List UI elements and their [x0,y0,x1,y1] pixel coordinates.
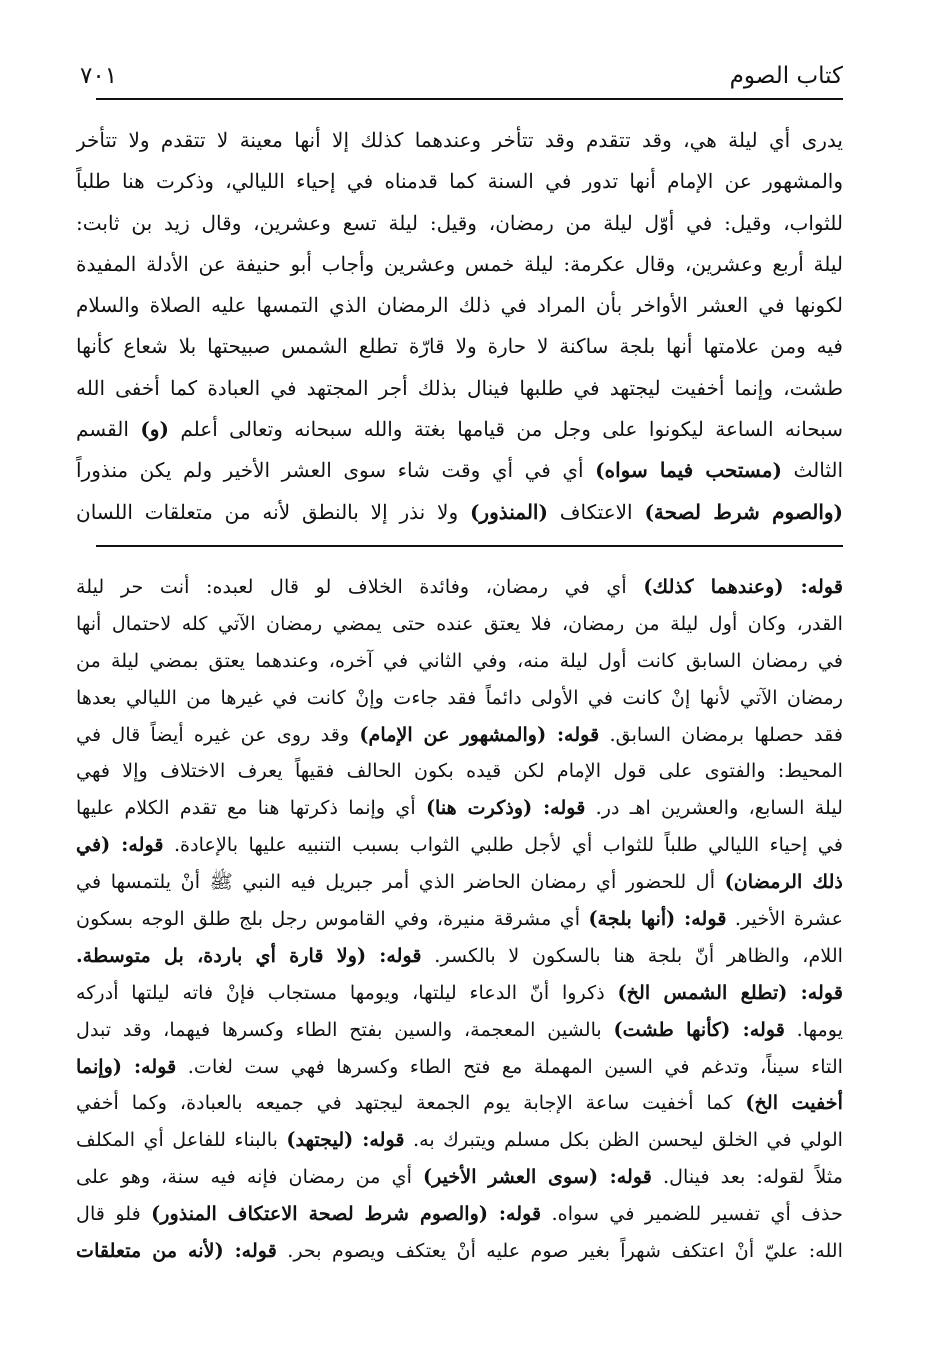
note-text: بالشين المعجمة، والسين بفتح الطاء وكسرها فيهما، وقد تبدل [76,1017,614,1041]
note-text: حذف أي تفسير للضمير في سواه. [541,1202,843,1226]
main-line: والمشهور عن الإمام أنها تدور في السنة كما قدمناه في إحياء الليالي، وذكرت هنا طلباً [76,169,843,194]
note-line [76,1159,843,1196]
note-text: اللام، والظاهر أنّ بلجة هنا بالسكون لا بالكسر. [421,943,843,967]
page-number: ٧٠١ [80,63,118,89]
note-text: عشرة الأخير. [726,907,843,931]
note-text: أي مشرقة منيرة، وفي القاموس رجل بلج طلق الوجه بسكون [76,907,589,931]
main-text [76,120,843,533]
note-text: الله: عليّ أنْ اعتكف شهراً بغير صوم عليه أنْ يعتكف ويصوم بحر. [276,1239,843,1263]
note-line [76,790,843,827]
main-line: ليلة أربع وعشرين، وقال عكرمة: ليلة خمس وعشرين وأجاب أبو حنيفة عن الأدلة المفيدة [76,251,843,276]
matn-quote: (مستحب فيما سواه) [595,458,782,483]
qawluh-heading: قوله: (في [76,833,164,857]
qawluh-heading: قوله: (والمشهور عن الإمام) [359,722,600,746]
note-line: في رمضان السابق كانت أول ليلة منه، وفي الثاني في آخره، وعندهما يعتق بمضي ليلة من [76,648,843,672]
note-line [76,569,843,606]
qawluh-heading: ذلك الرمضان) [724,870,843,894]
main-line-text: الثالث [781,458,843,483]
matn-quote: (المنذور) [469,499,548,524]
main-line-text: أي في أي وقت شاء سوى العشر الأخير ولم يكن منذوراً [76,458,596,483]
note-line [76,864,843,901]
main-line-text: الاعتكاف [547,499,645,524]
main-line [76,450,843,491]
note-line [76,1122,843,1159]
note-text: كما أخفيت ساعة الإجابة يوم الجمعة ليجتهد في جميعه بالعبادة، وكما أخفي [76,1091,746,1115]
note-line [76,1085,843,1122]
qawluh-heading: قوله: (أنها بلجة) [588,907,727,931]
main-line: للثواب، وقيل: في أوّل ليلة من رمضان، وقيل: ليلة تسع وعشرين، وقال زيد بن ثابت: [76,210,843,235]
matn-quote: (و) [140,417,169,442]
note-text: أي من رمضان فإنه فيه سنة، وهو على [76,1165,423,1189]
qawluh-heading: قوله: (وذكرت هنا) [425,796,586,820]
note-text: التاء سيناً، وتدغم في السين المهملة مع فتح الطاء وكسرها فهي ست لغات. [176,1054,843,1078]
main-line-text: ولا نذر إلا بالنطق لأنه من متعلقات اللسان [76,499,470,524]
note-text: وقد روى عن غيره أيضاً قال في [76,722,360,746]
note-line [76,975,843,1012]
footnote-separator [96,545,843,547]
qawluh-heading: قوله: (سوى العشر الأخير) [422,1165,652,1189]
note-text: أي وإنما ذكرتها هنا مع تقدم الكلام عليها [76,796,426,820]
main-line-text: سبحانه الساعة ليكونوا على وجل من قيامها بغتة والله سبحانه وتعالى أعلم [180,417,843,442]
note-line: رمضان الآتي لأنها إنْ كانت في الأولى دائماً فقد جاءت وإنْ كانت في غيرها من الليالي بعدها [76,685,843,709]
note-line [76,901,843,938]
header-rule [96,98,843,100]
note-text: الولي في الخلق ليحسن الظن بكل مسلم ويتبرك به. [404,1128,843,1152]
main-line [76,409,843,450]
main-line: فيه ومن علامتها أنها بلجة ساكنة لا حارة ولا قارّة تطلع الشمس صبيحتها بلا شعاع كأنها [76,334,843,359]
note-text: أل للحضور أي رمضان الحاضر الذي أمر جبريل فيه النبي ﷺ أنْ يلتمسها في [76,870,725,894]
note-line [76,717,843,754]
note-line: المحيط: والفتوى على قول الإمام لكن قيده بكون الحالف فقيهاً يعرف الاختلاف وإلا فهي [76,759,843,783]
main-line [76,492,843,533]
page-header [80,56,843,96]
note-text: في إحياء الليالي طلباً للثواب أي لأجل طلبي الثواب بسبب التنبيه عليها بالإعادة. [163,833,843,857]
note-text: فقد حصلها برمضان السابق. [599,722,843,746]
note-text: أي في رمضان، وفائدة الخلاف لو قال لعبده: أنت حر ليلة [76,575,644,598]
main-line-text: القسم [76,417,141,442]
qawluh-heading: قوله: (وإنما [76,1054,177,1078]
note-text: فلو قال [76,1202,152,1226]
note-line [76,1012,843,1049]
note-text: ليلة السابع، والعشرين اهـ در. [585,796,843,820]
qawluh-heading: قوله: (تطلع الشمس الخ) [617,980,843,1004]
note-line [76,1196,843,1233]
qawluh-heading: قوله: (لأنه من متعلقات [76,1239,277,1263]
note-line [76,1233,843,1270]
note-text: مثلاً لقوله: بعد فينال. [651,1165,843,1189]
qawluh-heading: قوله: (وعندهما كذلك) [643,575,843,598]
main-line: لكونها في العشر الأواخر بأن المراد في ذلك الرمضان الذي التمسها عليه الصلاة والسلام [76,293,843,318]
running-title: كتاب الصوم [729,63,843,89]
qawluh-heading: قوله: (والصوم شرط لصحة الاعتكاف المنذور) [151,1202,542,1226]
main-line: يدرى أي ليلة هي، وقد تتقدم وقد تتأخر وعندهما كذلك إلا أنها معينة لا تتقدم ولا تتأخر [76,128,843,152]
qawluh-heading: أخفيت الخ) [745,1091,843,1115]
note-text: بالبناء للفاعل أي المكلف [76,1128,287,1152]
note-text: يومها. [784,1017,843,1041]
matn-quote: (والصوم شرط لصحة) [644,499,843,524]
qawluh-heading: قوله: (كأنها طشت) [613,1017,785,1041]
commentary-text [76,569,843,1270]
qawluh-heading: قوله: (ولا قارة أي باردة، بل متوسطة. [76,943,422,967]
note-text: ذكروا أنّ الدعاء ليلتها، ويومها مستجاب فإنْ فاته ليلتها أدركه [76,980,618,1004]
qawluh-heading: قوله: (ليجتهد) [286,1128,405,1152]
note-line [76,827,843,864]
note-line [76,938,843,975]
main-line: طشت، وإنما أخفيت ليجتهد في طلبها فينال بذلك أجر المجتهد في العبادة كما أخفى الله [76,375,843,400]
note-line: القدر، وكان أول ليلة من رمضان، فلا يعتق عنده حتى يمضي رمضان الآتي كله لاحتمال أنها [76,611,843,635]
note-line [76,1049,843,1086]
